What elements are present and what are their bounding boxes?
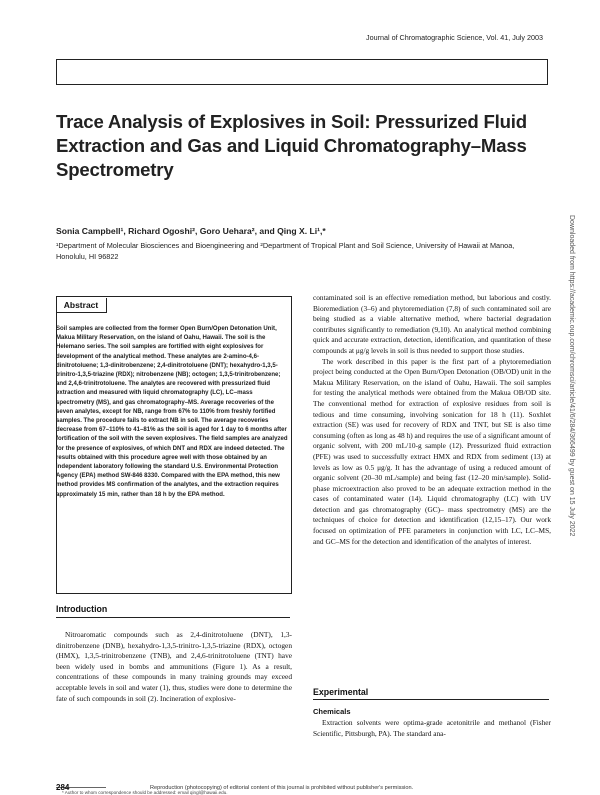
abstract-heading: Abstract xyxy=(56,298,107,313)
paragraph-project: The work described in this paper is the first part of a phytoremediation project being conducted at the Open Burn/Open Detonation (OB/OD) unit in the Makua Military Reservation, on the island of Oahu, Hawaii. The soil samples for testing the analytical methods were obtained from the Makua OB/OD site. The conventional method for extraction of explosive residues from soil is tedious and time consuming, involving sonication for 18 h (11). Soxhlet extraction (SE) was used for recovery of RDX and TNT, but SE is also time consuming (often as long as 48 h) and requires the use of a significant amount of organic solvent, with 200 mL/10-g sample (12). Pressurized fluid extraction (PFE) was used to successfully extract HMX and RDX from sediment (13) at levels as low as 0.5 μg/g. It has the advantage of using a reduced amount of organic solvent (20–30 mL/sample) and being fast (12–20 min/sample). Solid-phase microextraction also proved to be an adequate extraction method in the cases of contaminated water (14). Liquid chromatography (LC) with UV detection and gas chromatography (GC)– mass spectrometry (MS) are the techniques of choice for detection and identification (12,15–17). Our work focused on optimization of PFE parameters in conjunction with LC, LC–MS, and GC–MS for the detection and identification of the analytes of interest. xyxy=(313,356,551,546)
reproduction-note: Reproduction (photocopying) of editorial content of this journal is prohibited without publisher's permission. xyxy=(150,785,414,791)
introduction-text: Nitroaromatic compounds such as 2,4-dinitrotoluene (DNT), 1,3-dinitrobenzene (DNB), hexahydro-1,3,5-trinitro-1,3,5-triazine (RDX), octogen (HMX), 1,3,5-trinitrobenzene (TNB), and 2,4,6-trinitrotoluene (TNT) have been widely used in bombs and ammunitions (Figure 1). As a result, concentrations of these compounds in many training grounds may exceed acceptable levels in soil and water (1), thus, studies were done to determine the fate of such compounds in soil (2). Incineration of explosive- xyxy=(56,630,292,703)
download-side-note xyxy=(568,215,585,580)
introduction-heading: Introduction xyxy=(56,604,108,614)
header-box xyxy=(56,59,548,85)
chemicals-text: Extraction solvents were optima-grade acetonitrile and methanol (Fisher Scientific, Pittsburgh, PA). The standard ana- xyxy=(313,718,551,738)
author-list: Sonia Campbell¹, Richard Ogoshi², Goro Uehara², and Qing X. Li¹,* xyxy=(56,226,326,236)
right-column xyxy=(313,293,551,547)
paragraph-remediation: contaminated soil is an effective remediation method, but laborious and costly. Bioremediation (3–6) and phytoremediation (7,8) of such contaminated soil are being studied as a viable alternative method, where bacterial degradation contributes significantly to remediation (9,10). An analytical method combining quick and accurate extraction, detection, identification, and quantitation of these compounds at μg/g levels in soil is thus needed to support those studies. xyxy=(313,293,551,355)
chemicals-subheading: Chemicals xyxy=(313,707,351,716)
abstract-text: Soil samples are collected from the former Open Burn/Open Detonation Unit, Makua Military Reservation, on the island of Oahu, Hawaii. The soil is the Helemano series. The soil samples are fortified with eight explosives for development of the analytical method. These analytes are 2-amino-4,6-dinitrotoluene; 1,3-dinitrobenzene; 2,4-dinitrotoluene (DNT); hexahydro-1,3,5-trinitro-1,3,5-triazine (RDX); nitrobenzene (NB); octogen; 1,3,5-trinitrobenzene; and 2,4,6-trinitrotoluene. The analytes are recovered with pressurized fluid extraction and measured with liquid chromatography (LC), LC–mass spectrometry (MS), and gas chromatography–MS. Average recoveries of the seven analytes, except for NB, range from 67% to 110% from freshly fortified samples. The procedure fails to extract NB in soil. The average recoveries decrease from 67–110% to 41–81% as the soil is aged for 1 day to 6 months after fortification of the soil with the seven explosives. The field samples are analyzed for the presence of explosives, of which DNT and RDX are indeed detected. The results obtained with this procedure agree well with those obtained by an independent laboratory following the standard U.S. Environmental Protection Agency (EPA) method SW-846 8330. Compared with the EPA method, this new method provides MS confirmation of the analytes, and the extraction requires approximately 15 min, rather than 18 h by the EPA method. xyxy=(56,326,288,498)
footnote: * Author to whom correspondence should be addressed: email qingl@hawaii.edu. xyxy=(62,790,228,795)
page-number: 284 xyxy=(56,783,70,792)
affiliation: ¹Department of Molecular Biosciences and Bioengineering and ²Department of Tropical Plant and Soil Science, University of Hawaii at Manoa, Honolulu, HI 96822 xyxy=(56,241,515,261)
paper-title: Trace Analysis of Explosives in Soil: Pressurized Fluid Extraction and Gas and Liquid Chromatography–Mass Spectrometry xyxy=(56,111,527,180)
experimental-rule xyxy=(313,699,549,700)
experimental-heading: Experimental xyxy=(313,687,369,697)
journal-header: Journal of Chromatographic Science, Vol. 41, July 2003 xyxy=(366,33,543,42)
introduction-rule xyxy=(56,617,290,618)
download-side-note-text: Downloaded from https://academic.oup.com/chromsci/article/41/6/284/366499 by guest on 15 July 2022 xyxy=(568,215,575,537)
